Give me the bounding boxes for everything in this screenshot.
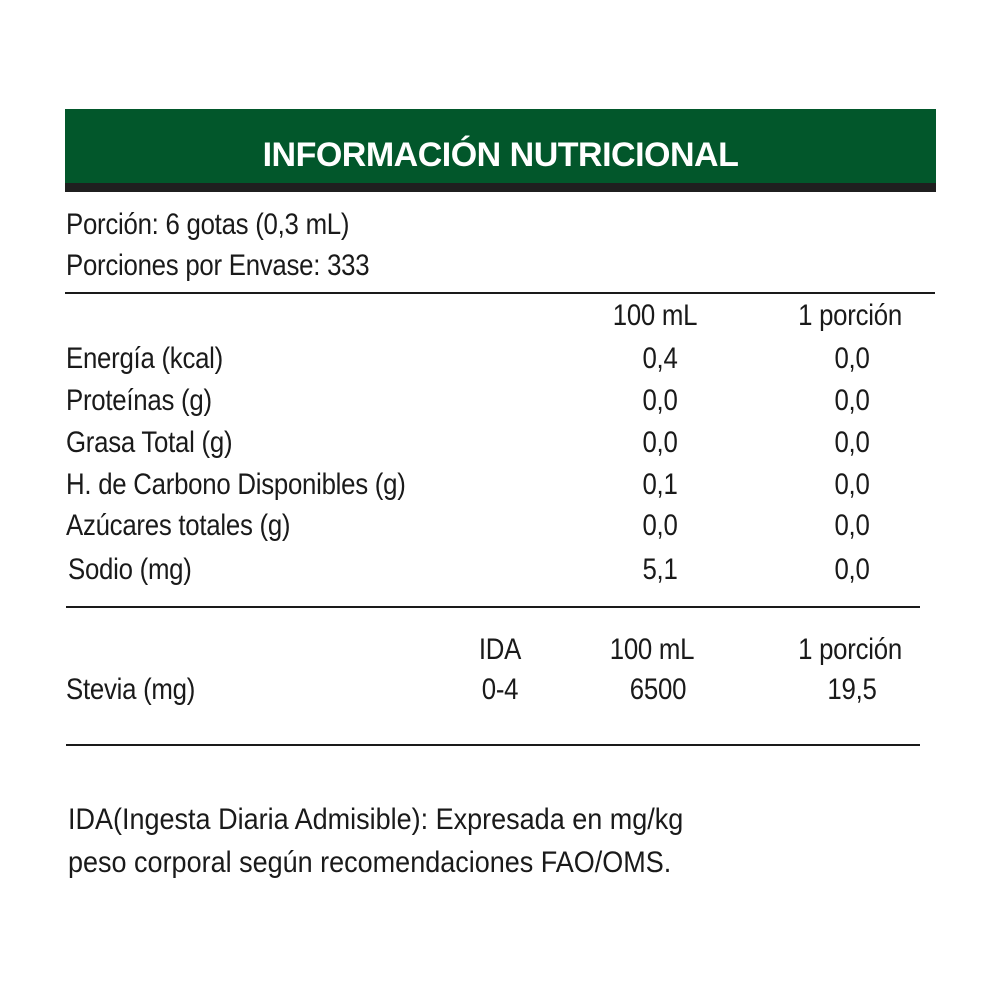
row-label: Azúcares totales (g) [66,509,291,542]
row-value-100ml: 6500 [629,673,687,706]
row-value-portion: 0,0 [834,384,870,417]
col-header-100ml: 100 mL [612,299,698,332]
row-label: H. de Carbono Disponibles (g) [66,468,406,501]
row-value-100ml: 0,0 [642,509,678,542]
row-value-100ml: 0,0 [642,384,678,417]
col-header-ida: IDA [478,633,522,666]
row-value-100ml: 0,1 [642,468,678,501]
row-label: Sodio (mg) [68,553,192,586]
divider [66,744,920,746]
row-value-100ml: 0,4 [642,342,678,375]
serving-size: Porción: 6 gotas (0,3 mL) [66,208,350,241]
divider [66,606,920,608]
row-value-portion: 0,0 [834,342,870,375]
row-value-ida: 0-4 [481,673,519,706]
row-value-100ml: 0,0 [642,426,678,459]
col-header-portion: 1 porción [798,299,902,332]
row-label: Grasa Total (g) [66,426,233,459]
row-label: Proteínas (g) [66,384,212,417]
row-label: Energía (kcal) [66,342,223,375]
header-underline [65,183,936,192]
row-value-portion: 0,0 [834,553,870,586]
row-value-portion: 0,0 [834,468,870,501]
page-title: INFORMACIÓN NUTRICIONAL [262,135,739,174]
servings-per-container: Porciones por Envase: 333 [66,249,370,282]
footnote-line: peso corporal según recomendaciones FAO/OMS. [68,846,672,879]
row-value-portion: 0,0 [834,426,870,459]
row-value-100ml: 5,1 [642,553,678,586]
row-label: Stevia (mg) [66,673,196,706]
col-header-100ml: 100 mL [609,633,695,666]
row-value-portion: 19,5 [827,673,877,706]
divider [65,292,935,294]
footnote-line: IDA(Ingesta Diaria Admisible): Expresada en mg/kg [68,803,684,836]
col-header-portion: 1 porción [798,633,902,666]
row-value-portion: 0,0 [834,509,870,542]
